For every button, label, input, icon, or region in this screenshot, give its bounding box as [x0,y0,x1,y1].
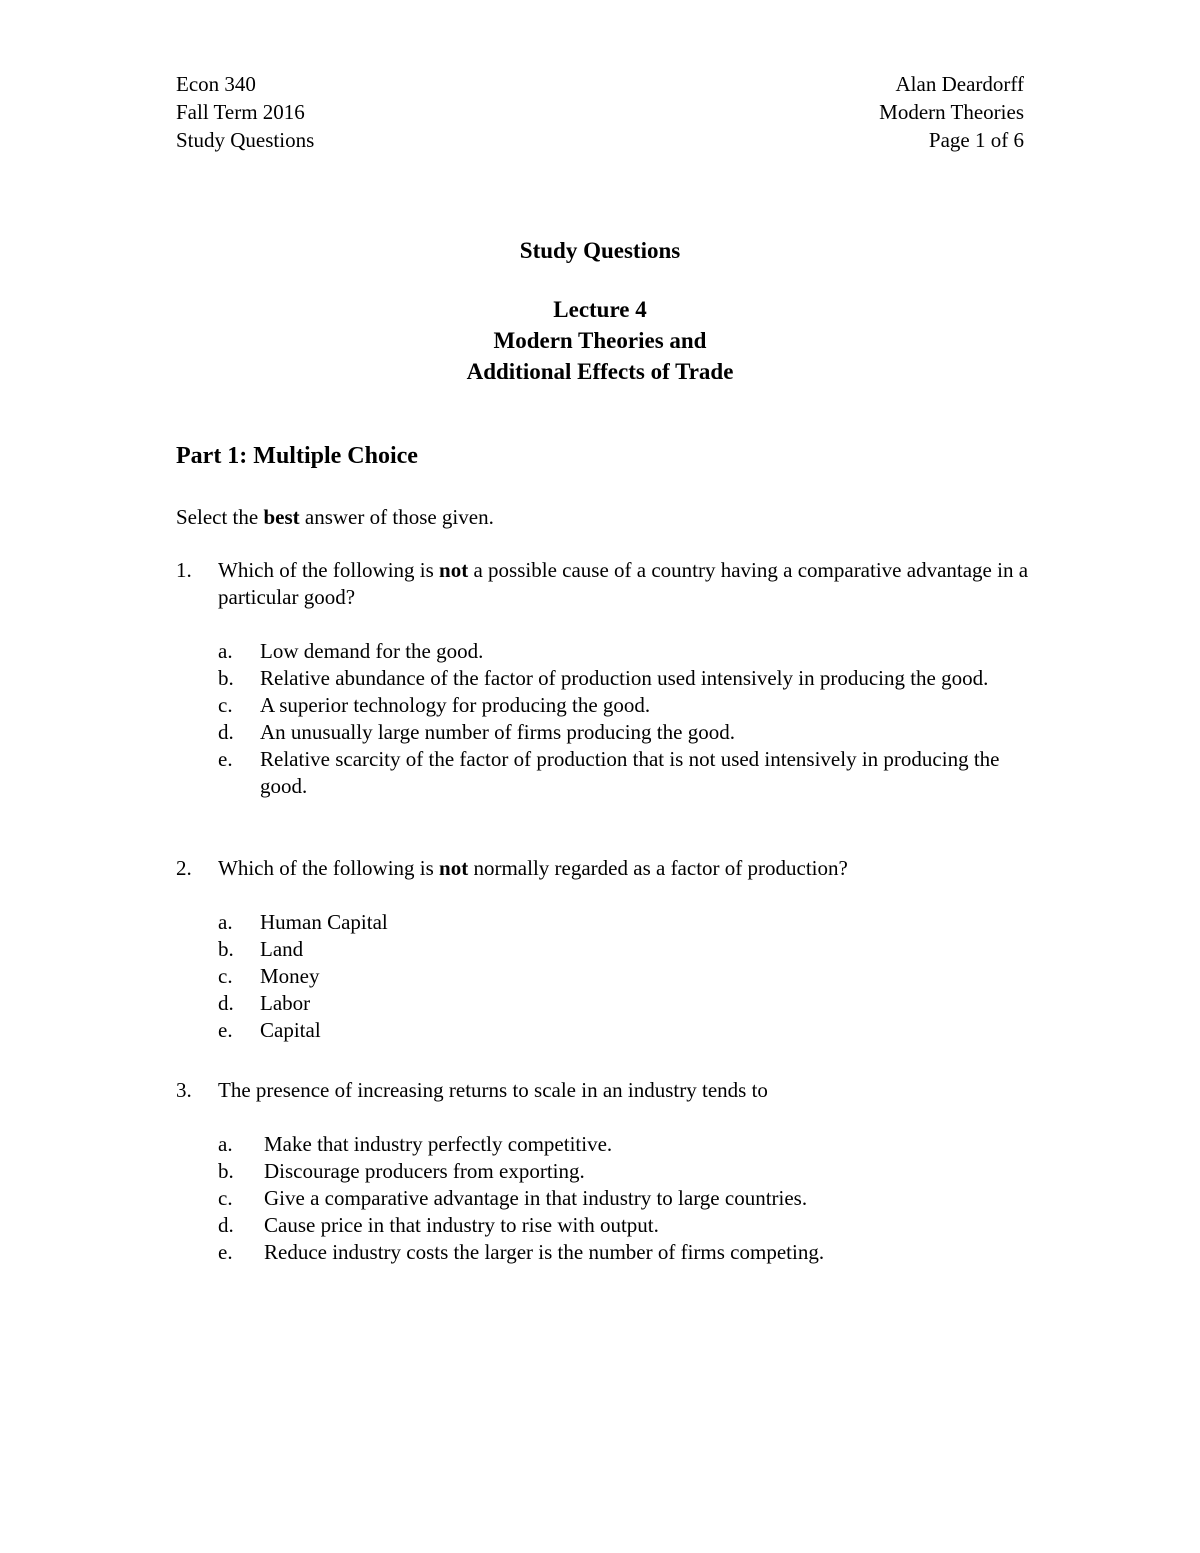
page-header [176,70,1024,154]
option-d: d. An unusually large number of firms producing the good. [218,720,735,744]
course-name: Econ 340 [176,72,256,96]
option-c: c. A superior technology for producing the good. [218,693,651,717]
lecture-number: Lecture 4 [553,297,647,322]
option-c: c. Money [218,964,320,988]
part-heading: Part 1: Multiple Choice [176,443,418,469]
question-2 [176,855,1036,1044]
options-list [218,1131,1036,1266]
option-c: c. Give a comparative advantage in that industry to large countries. [218,1186,808,1210]
page-title: Study Questions [519,238,681,263]
options-list [218,638,1036,800]
page-number: Page 1 of 6 [928,128,1024,152]
option-a: a. Make that industry perfectly competitive. [218,1132,613,1156]
header-right [879,70,1024,154]
question-number: 2. [176,856,192,880]
option-e: e. Capital [218,1018,321,1042]
lecture-title-line1: Modern Theories and [493,328,707,353]
option-a: a. Low demand for the good. [218,639,484,663]
topic: Modern Theories [879,100,1024,124]
question-text: Which of the following is not a possible cause of a country having a comparative advantage in a particular good? [218,558,1029,609]
option-d: d. Labor [218,991,311,1015]
question-stem [176,557,1036,611]
question-number: 3. [176,1078,192,1102]
question-3 [176,1077,1036,1266]
option-e: e. Reduce industry costs the larger is the number of firms competing. [218,1240,825,1264]
question-stem [176,855,1036,882]
option-b: b. Land [218,937,304,961]
question-1 [176,557,1036,800]
option-a: a. Human Capital [218,910,388,934]
question-text: Which of the following is not normally regarded as a factor of production? [218,856,848,880]
term: Fall Term 2016 [176,100,305,124]
title-block [0,235,1200,387]
doc-type: Study Questions [176,128,315,152]
question-text: The presence of increasing returns to scale in an industry tends to [218,1078,768,1102]
question-number: 1. [176,558,192,582]
question-stem [176,1077,1036,1104]
option-e: e. Relative scarcity of the factor of production that is not used intensively in producing the good. [218,747,1000,798]
option-b: b. Relative abundance of the factor of production used intensively in producing the good. [218,666,989,690]
header-left [176,70,314,154]
lecture-title-line2: Additional Effects of Trade [466,359,734,384]
option-b: b. Discourage producers from exporting. [218,1159,585,1183]
option-d: d. Cause price in that industry to rise with output. [218,1213,659,1237]
author: Alan Deardorff [895,72,1024,96]
instructions: Select the best answer of those given. [176,505,494,529]
options-list [218,909,1036,1044]
